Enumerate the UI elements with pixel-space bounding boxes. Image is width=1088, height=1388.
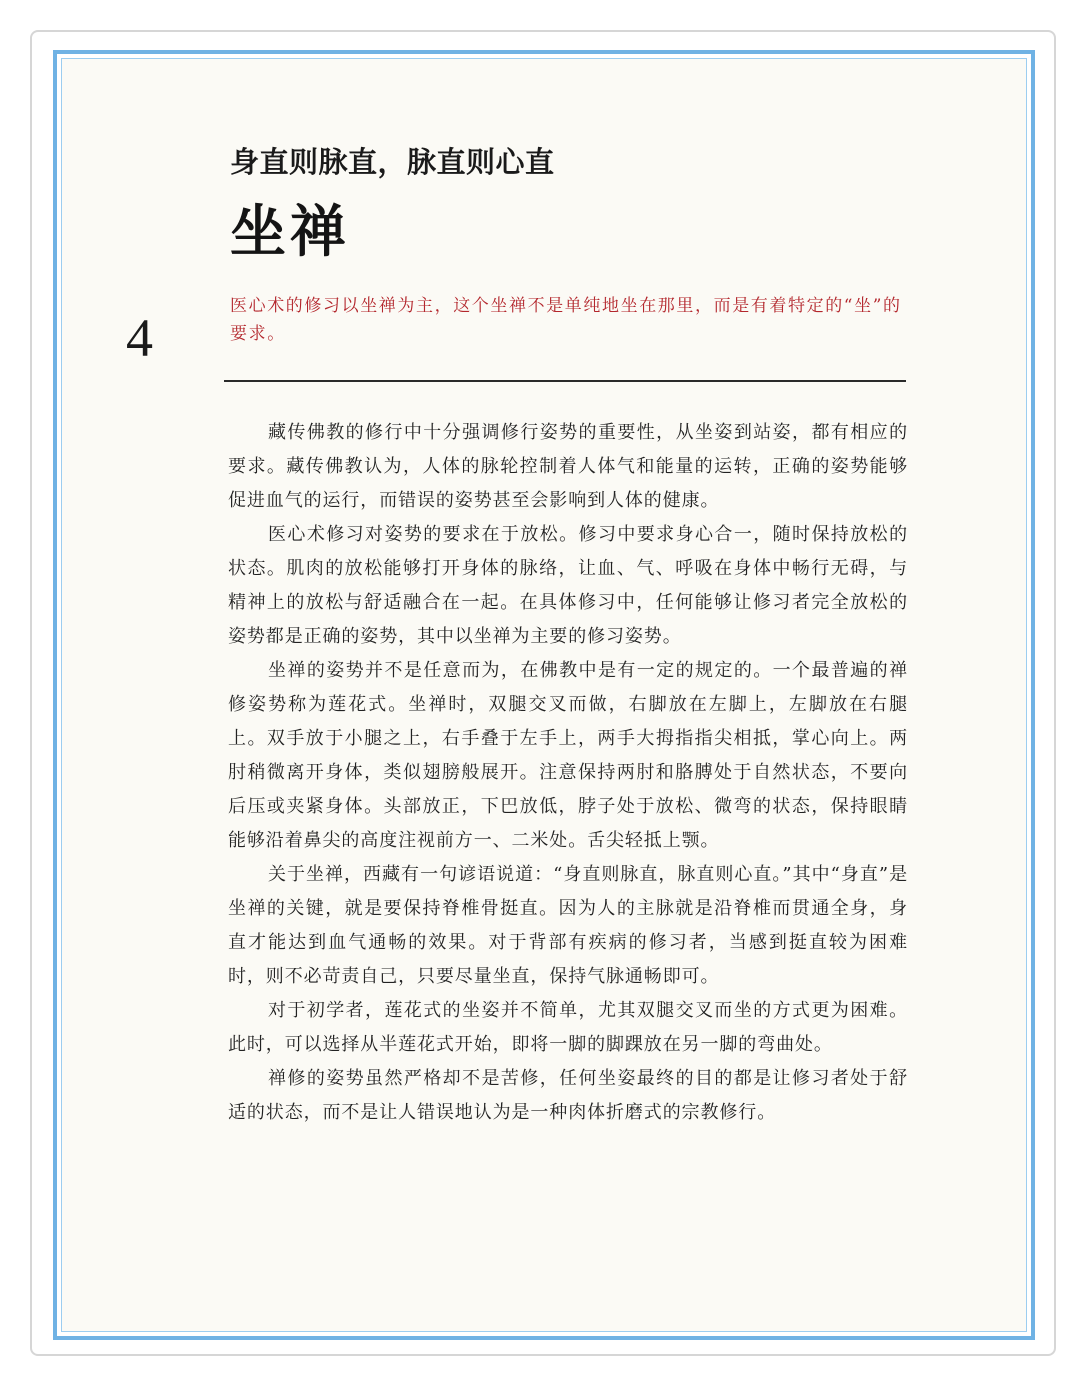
- paragraph: 坐禅的姿势并不是任意而为，在佛教中是有一定的规定的。一个最普遍的禅修姿势称为莲花式。坐禅时，双腿交叉而做，右脚放在左脚上，左脚放在右腿上。双手放于小腿之上，右手叠于左手上，两手大拇指指尖相抵，掌心向上。两肘稍微离开身体，类似翅膀般展开。注意保持两肘和胳膊处于自然状态，不要向后压或夹紧身体。头部放正，下巴放低，脖子处于放松、微弯的状态，保持眼睛能够沿着鼻尖的高度注视前方一、二米处。舌尖轻抵上颚。: [228, 660, 908, 851]
- body-text: [228, 416, 908, 1130]
- section-divider: [224, 380, 906, 382]
- paragraph: 禅修的姿势虽然严格却不是苦修，任何坐姿最终的目的都是让修习者处于舒适的状态，而不是让人错误地认为是一种肉体折磨式的宗教修行。: [228, 1068, 908, 1123]
- paragraph: 对于初学者，莲花式的坐姿并不简单，尤其双腿交叉而坐的方式更为困难。此时，可以选择从半莲花式开始，即将一脚的脚踝放在另一脚的弯曲处。: [228, 1000, 908, 1055]
- section-title: 坐禅: [230, 200, 350, 265]
- paragraph: 关于坐禅，西藏有一句谚语说道：“身直则脉直，脉直则心直。”其中“身直”是坐禅的关键，就是要保持脊椎骨挺直。因为人的主脉就是沿脊椎而贯通全身，身直才能达到血气通畅的效果。对于背部有疾病的修习者，当感到挺直较为困难时，则不必苛责自己，只要尽量坐直，保持气脉通畅即可。: [228, 864, 908, 987]
- paragraph: 医心术修习对姿势的要求在于放松。修习中要求身心合一，随时保持放松的状态。肌肉的放松能够打开身体的脉络，让血、气、呼吸在身体中畅行无碍，与精神上的放松与舒适融合在一起。在具体修习中，任何能够让修习者完全放松的姿势都是正确的姿势，其中以坐禅为主要的修习姿势。: [228, 524, 908, 647]
- section-subtitle: 身直则脉直，脉直则心直: [230, 145, 555, 179]
- intro-text: 医心术的修习以坐禅为主，这个坐禅不是单纯地坐在那里，而是有着特定的“坐”的要求。: [230, 296, 902, 344]
- chapter-number: 4: [126, 308, 153, 368]
- paragraph: 藏传佛教的修行中十分强调修行姿势的重要性，从坐姿到站姿，都有相应的要求。藏传佛教认为，人体的脉轮控制着人体气和能量的运转，正确的姿势能够促进血气的运行，而错误的姿势甚至会影响到人体的健康。: [228, 422, 908, 511]
